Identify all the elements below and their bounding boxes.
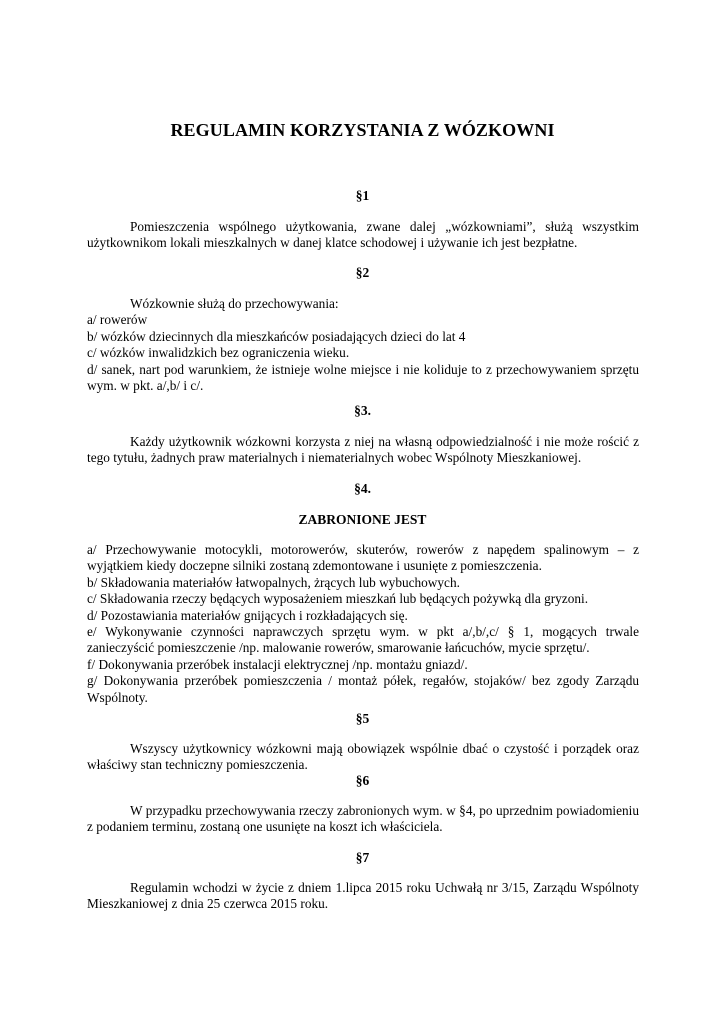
document-title: REGULAMIN KORZYSTANIA Z WÓZKOWNI <box>170 120 555 140</box>
section-6-heading: §6 <box>355 773 370 788</box>
section-4-heading: §4. <box>354 481 371 496</box>
section-4-item: c/ Składowania rzeczy będących wyposażeniem mieszkań lub będących pożywką dla gryzoni. <box>87 591 589 607</box>
section-2-item: c/ wózków inwalidzkich bez ograniczenia wieku. <box>87 345 350 361</box>
section-4-item: f/ Dokonywania przeróbek instalacji elektrycznej /np. montażu gniazd/. <box>87 656 468 672</box>
section-2-heading: §2 <box>355 265 370 280</box>
section-4-subheading: ZABRONIONE JEST <box>298 512 427 527</box>
section-4-item: a/ Przechowywanie motocykli, motorowerów, skuterów, rowerów z napędem spalinowym – z wyjątkiem kiedy doczepne silniki zostaną zdemontowane i usunięte z pomieszczenia. <box>87 542 639 574</box>
section-6-text: W przypadku przechowywania rzeczy zabronionych wym. w §4, po uprzednim powiadomieniu z podaniem terminu, zostaną one usunięte na koszt ich właściciela. <box>87 803 639 835</box>
section-2-intro: Wózkownie służą do przechowywania: <box>130 296 339 311</box>
section-2-item: b/ wózków dziecinnych dla mieszkańców posiadających dzieci do lat 4 <box>87 328 466 344</box>
section-4-item: g/ Dokonywania przeróbek pomieszczenia / montaż półek, regałów, stojaków/ bez zgody Zarządu Wspólnoty. <box>87 673 639 705</box>
section-4-item: e/ Wykonywanie czynności naprawczych sprzętu wym. w pkt a/,b/,c/ § 1, mogących trwale zanieczyścić pomieszczenie /np. malowanie rowerów, smarowanie łańcuchów, mycie sprzętu/. <box>87 624 639 656</box>
section-7-text: Regulamin wchodzi w życie z dniem 1.lipca 2015 roku Uchwałą nr 3/15, Zarządu Wspólnoty Mieszkaniowej z dnia 25 czerwca 2015 roku. <box>87 880 639 912</box>
section-4-item: d/ Pozostawiania materiałów gnijących i rozkładających się. <box>87 607 408 623</box>
section-1-text: Pomieszczenia wspólnego użytkowania, zwane dalej „wózkowniami”, służą wszystkim użytkownikom lokali mieszkalnych w danej klatce schodowej i używanie ich jest bezpłatne. <box>87 219 639 251</box>
section-5-heading: §5 <box>355 711 370 726</box>
section-7-heading: §7 <box>355 850 370 865</box>
section-2-body <box>87 296 639 394</box>
section-4-body <box>87 542 639 706</box>
section-3-heading: §3. <box>354 403 371 418</box>
section-1-heading: §1 <box>355 188 370 203</box>
section-2-item: a/ rowerów <box>87 312 148 328</box>
section-2-item: d/ sanek, nart pod warunkiem, że istnieje wolne miejsce i nie koliduje to z przechowywaniem sprzętu wym. w pkt. a/,b/ i c/. <box>87 361 639 394</box>
section-4-item: b/ Składowania materiałów łatwopalnych, żrących lub wybuchowych. <box>87 574 460 590</box>
section-5-text: Wszyscy użytkownicy wózkowni mają obowiązek wspólnie dbać o czystość i porządek oraz właściwy stan techniczny pomieszczenia. <box>87 741 639 773</box>
section-3-text: Każdy użytkownik wózkowni korzysta z niej na własną odpowiedzialność i nie może rościć z tego tytułu, żadnych praw materialnych i niematerialnych wobec Wspólnoty Mieszkaniowej. <box>87 434 639 466</box>
